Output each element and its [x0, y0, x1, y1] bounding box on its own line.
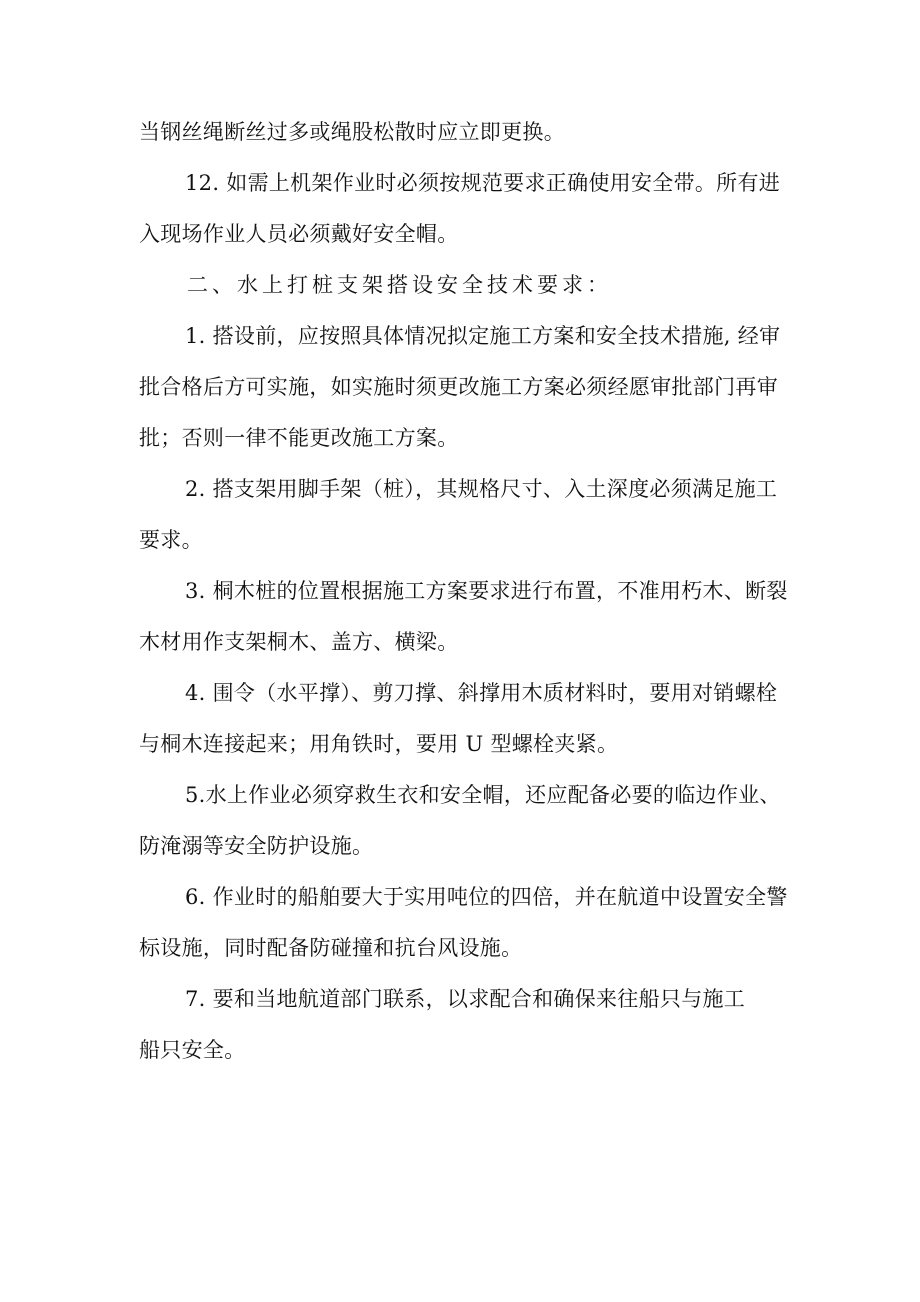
text-line-18: 7. 要和当地航道部门联系，以求配合和确保来往船只与施工 [185, 987, 746, 1011]
text-line-9: 要求。 [139, 528, 203, 552]
text-line-6: 批合格后方可实施，如实施时须更改施工方案必须经愿审批部门再审 [139, 375, 778, 399]
text-line-15: 防淹溺等安全防护设施。 [139, 834, 374, 858]
text-line-14: 5.水上作业必须穿救生衣和安全帽，还应配备必要的临边作业、 [185, 783, 781, 807]
text-line-7: 批；否则一律不能更改施工方案。 [139, 426, 459, 450]
text-line-3: 入现场作业人员必须戴好安全帽。 [139, 222, 459, 246]
text-line-19: 船只安全。 [139, 1038, 246, 1062]
section-heading: 二、水上打桩支架搭设安全技术要求： [187, 273, 612, 297]
text-line-8: 2. 搭支架用脚手架（桩），其规格尺寸、入土深度必须满足施工 [185, 477, 778, 501]
text-line-12: 4. 围令（水平撑）、剪刀撑、斜撑用木质材料时，要用对销螺栓 [185, 681, 778, 705]
text-line-11: 木材用作支架桐木、盖方、横梁。 [139, 630, 459, 654]
text-line-17: 标设施，同时配备防碰撞和抗台风设施。 [139, 936, 523, 960]
text-line-1: 当钢丝绳断丝过多或绳股松散时应立即更换。 [139, 120, 565, 144]
text-line-16: 6. 作业时的船舶要大于实用吨位的四倍，并在航道中设置安全警 [185, 885, 788, 909]
text-line-13: 与桐木连接起来；用角铁时，要用 U 型螺栓夹紧。 [139, 732, 619, 756]
text-line-10: 3. 桐木桩的位置根据施工方案要求进行布置，不准用朽木、断裂 [185, 579, 788, 603]
text-line-2: 12. 如需上机架作业时必须按规范要求正确使用安全带。所有进 [185, 171, 781, 195]
text-line-5: 1. 搭设前，应按照具体情况拟定施工方案和安全技术措施, 经审 [185, 324, 781, 348]
